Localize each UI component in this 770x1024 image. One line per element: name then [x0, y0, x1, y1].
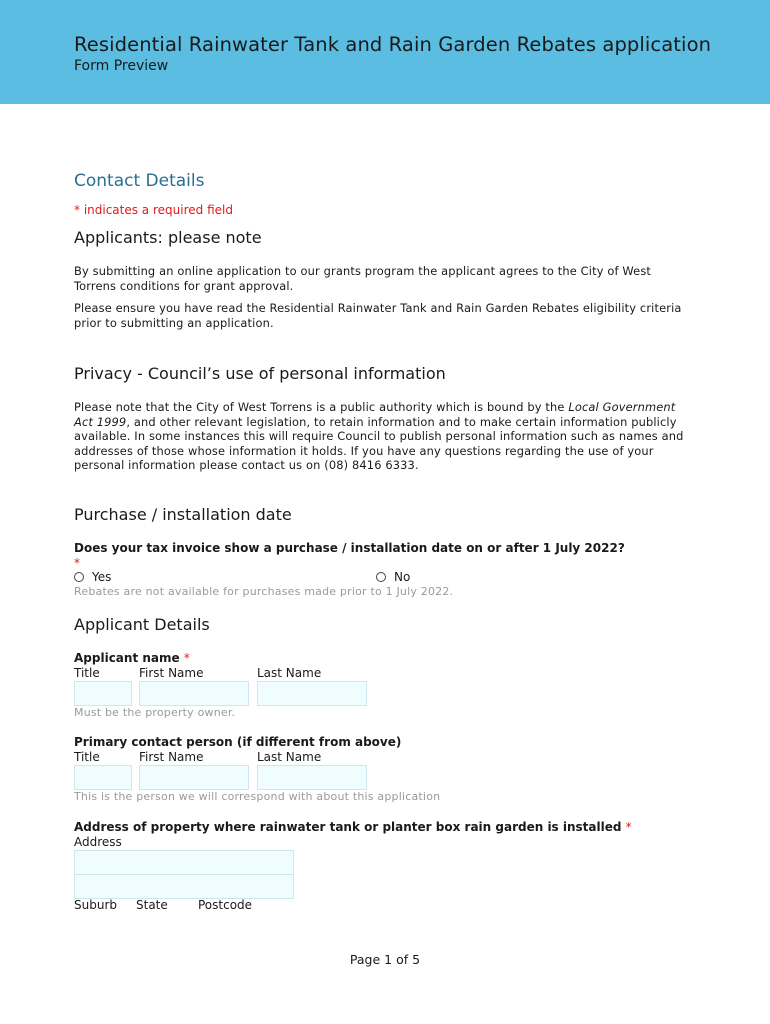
- address-line-2-input[interactable]: [74, 874, 294, 899]
- radio-circle-no[interactable]: [376, 572, 386, 582]
- applicant-first-name-label: First Name: [139, 666, 204, 680]
- form-header: [0, 0, 770, 104]
- required-field-note: * indicates a required field: [74, 203, 233, 217]
- primary-contact-label: Primary contact person (if different from above): [74, 735, 402, 749]
- privacy-paragraph: [74, 400, 684, 473]
- applicants-note-paragraph-2: Please ensure you have read the Residential Rainwater Tank and Rain Garden Rebates eligibility criteria prior to submitting an application.: [74, 301, 682, 330]
- form-title: Residential Rainwater Tank and Rain Garden Rebates application: [74, 33, 712, 56]
- address-required: *: [625, 820, 632, 834]
- applicant-name-text: Applicant name: [74, 651, 180, 665]
- privacy-text-start: Please note that the City of West Torrens is a public authority which is bound by the: [74, 400, 569, 414]
- primary-contact-hint: This is the person we will correspond with about this application: [74, 790, 441, 803]
- privacy-text-end: , and other relevant legislation, to retain information and to make certain information publicly available. In some instances this will require Council to publish personal information such as names and addresses of those whose information it holds. If you have any questions regarding the use of your personal information please contact us on (08) 8416 6333.: [74, 414, 684, 472]
- applicant-first-name-input[interactable]: [139, 681, 249, 706]
- purchase-hint: Rebates are not available for purchases made prior to 1 July 2022.: [74, 585, 454, 598]
- contact-first-name-input[interactable]: [139, 765, 249, 790]
- applicants-note-paragraph-1: By submitting an online application to our grants program the applicant agrees to the City of West Torrens conditions for grant approval.: [74, 264, 652, 293]
- applicant-name-label: [74, 651, 190, 665]
- address-question-label: [74, 820, 632, 834]
- applicant-last-name-input[interactable]: [257, 681, 367, 706]
- purchase-question: Does your tax invoice show a purchase / installation date on or after 1 July 2022?: [74, 541, 625, 555]
- purchase-heading: Purchase / installation date: [74, 505, 292, 524]
- state-label: State: [136, 898, 168, 912]
- suburb-label: Suburb: [74, 898, 117, 912]
- contact-first-name-label: First Name: [139, 750, 204, 764]
- purchase-required-marker: *: [74, 556, 80, 570]
- section-title: Contact Details: [74, 171, 205, 191]
- contact-title-input[interactable]: [74, 765, 132, 790]
- postcode-label: Postcode: [198, 898, 253, 912]
- applicant-name-hint: Must be the property owner.: [74, 706, 236, 719]
- address-question-text: Address of property where rainwater tank or planter box rain garden is installed: [74, 820, 622, 834]
- contact-last-name-label: Last Name: [257, 750, 322, 764]
- applicant-title-label: Title: [74, 666, 100, 680]
- form-subtitle: Form Preview: [74, 58, 169, 74]
- page-indicator: Page 1 of 5: [349, 952, 421, 967]
- applicants-note-heading: Applicants: please note: [74, 228, 262, 247]
- address-field-label: Address: [74, 835, 122, 849]
- applicant-last-name-label: Last Name: [257, 666, 322, 680]
- applicant-title-input[interactable]: [74, 681, 132, 706]
- privacy-heading: Privacy - Council’s use of personal information: [74, 364, 446, 383]
- applicant-name-required: *: [183, 651, 190, 665]
- radio-option-no[interactable]: [376, 570, 410, 584]
- radio-option-yes[interactable]: [74, 570, 111, 584]
- radio-label-yes: Yes: [92, 570, 112, 584]
- applicant-details-heading: Applicant Details: [74, 615, 210, 634]
- contact-last-name-input[interactable]: [257, 765, 367, 790]
- privacy-act-name: Local Government Act 1999: [74, 400, 676, 429]
- address-line-1-input[interactable]: [74, 850, 294, 875]
- radio-label-no: No: [394, 570, 411, 584]
- contact-title-label: Title: [74, 750, 100, 764]
- radio-circle-yes[interactable]: [74, 572, 84, 582]
